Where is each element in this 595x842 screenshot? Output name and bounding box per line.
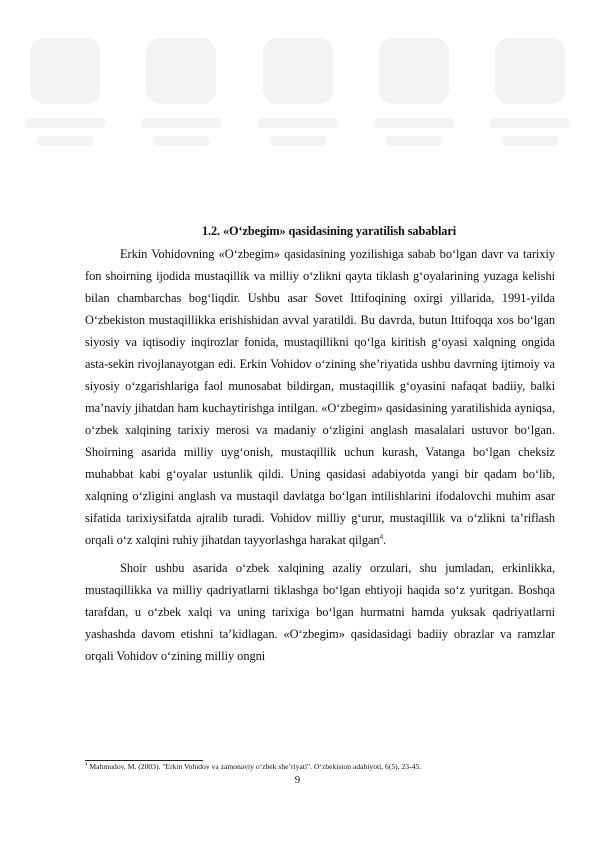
body-paragraph <box>85 557 555 667</box>
paragraph-text: Erkin Vohidovning «O‘zbegim» qasidasining yozilishiga sabab bo‘lgan davr va tarixiy fon shoirning ijodida mustaqillik va milliy o‘zlikni qayta tiklash g‘oyalarining yuzaga kelishi bilan chambarchas bog‘liqdir. Ushbu asar Sovet Ittifoqining oxirgi yillarida, 1991-yilda O‘zbekiston mustaqillikka erishishidan avval yaratildi. Bu davrda, butun Ittifoqqa xos bo‘lgan siyosiy va iqtisodiy inqirozlar fonida, mustaqillikni qo‘lga kiritish g‘oyasi xalqning ongida asta-sekin rivojlanayotgan edi. Erkin Vohidov o‘zining she’riyatida ushbu davrning ijtimoiy va siyosiy o‘zgarishlariga faol munosabat bildirgan, mustaqillik g‘oyasini nafaqat badiiy, balki ma’naviy jihatdan ham kuchaytirishga intilgan. «O‘zbegim» qasidasining yaratilishida ayniqsa, o‘zbek xalqining tarixiy merosi va madaniy o‘zligini anglash masalalari ustuvor bo‘lgan. Shoirning asarida milliy uyg‘onish, mustaqillik uchun kurash, Vatanga bo‘lgan cheksiz muhabbat kabi g‘oyalar ustunlik qildi. Uning qasidasi adabiyotda yangi bir qadam bo‘lib, xalqning o‘zligini anglash va mustaqil davlatga bo‘lgan intilishlarini ifodalovchi muhim asar sifatida tarixiysifatda ajralib turadi. Vohidov milliy g‘urur, mustaqillik va o‘zlikni ta’riflash orqali o‘z xalqini ruhiy jihatdan tayyorlashga harakat qilgan <box>85 247 555 547</box>
page-body <box>85 223 555 667</box>
watermark-logo <box>485 20 575 170</box>
page-number: 9 <box>294 774 301 786</box>
section-heading: 1.2. «O‘zbegim» qasidasining yaratilish sabablari <box>201 224 457 238</box>
footnote-reference[interactable]: 4 <box>379 532 384 541</box>
footnote-text: Mahmudov, M. (2003). "Erkin Vohidov va zamonaviy o‘zbek she’riyati". O‘zbekiston adabiyoti, 6(5), 23-45. <box>87 762 422 771</box>
watermark-logo <box>20 20 110 170</box>
footnote-divider <box>85 760 203 761</box>
body-paragraph <box>85 243 555 551</box>
paragraph-end-punctuation: . <box>383 533 387 547</box>
footnote <box>85 762 555 772</box>
paragraph-text: Shoir ushbu asarida o‘zbek xalqining azaliy orzulari, shu jumladan, erkinlikka, mustaqillikka va milliy qadriyatlarni tiklashga bo‘lgan ehtiyoji haqida so‘z yuritgan. Boshqa tarafdan, u o‘zbek xalqi va uning tarixiga bo‘lgan hurmatni hamda yuksak qadriyatlarni yashashda davom etishni ta’kidlagan. «O‘zbegim» qasidasidagi badiiy obrazlar va ramzlar orqali Vohidov o‘zining milliy ongni <box>85 561 555 663</box>
watermark-logo <box>369 20 459 170</box>
footnote-number: 4 <box>85 762 88 768</box>
watermark-logo <box>253 20 343 170</box>
watermark-logo <box>136 20 226 170</box>
faded-watermark <box>20 20 575 180</box>
